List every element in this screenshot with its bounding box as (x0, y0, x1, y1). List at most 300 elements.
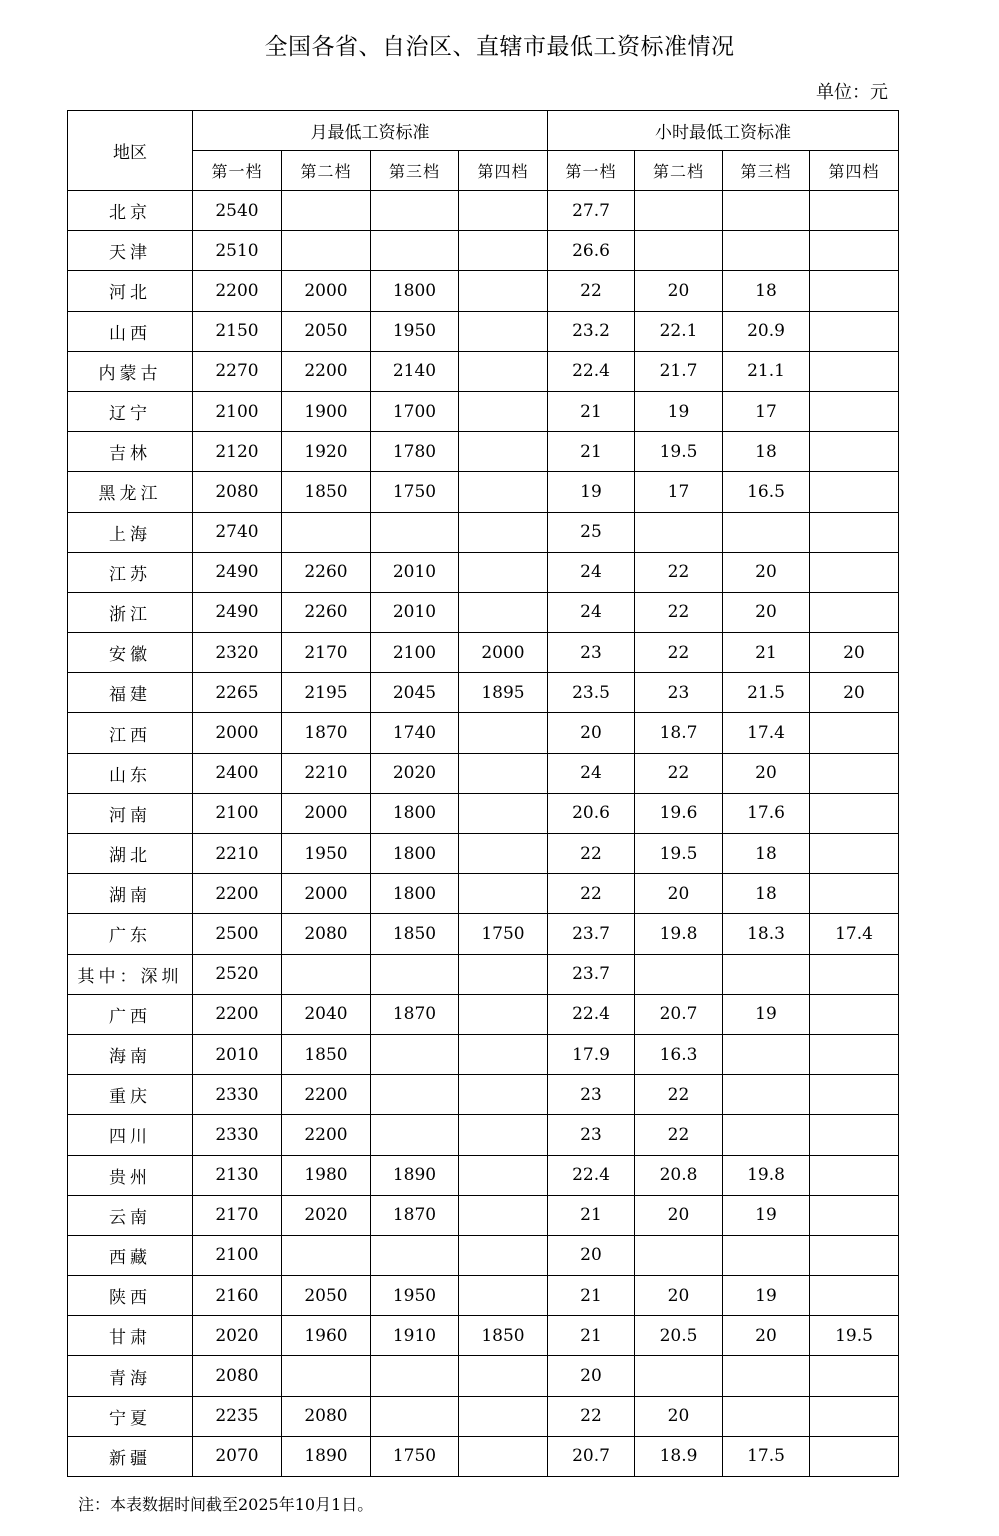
monthly-tier-3-cell (371, 1356, 459, 1396)
monthly-tier-4-cell (459, 1356, 548, 1396)
monthly-tier-4-cell (459, 231, 548, 271)
hourly-tier-2-cell: 20 (635, 874, 723, 914)
region-cell: 湖南 (68, 874, 193, 914)
monthly-tier-4-cell (459, 1235, 548, 1275)
table-row (68, 1436, 899, 1476)
region-cell: 海南 (68, 1034, 193, 1074)
table-row (68, 1075, 899, 1115)
hourly-tier-2-cell: 20 (635, 1396, 723, 1436)
hourly-tier-3-cell: 18 (723, 874, 810, 914)
monthly-tier-3-cell: 2010 (371, 552, 459, 592)
monthly-tier-3-cell: 1800 (371, 834, 459, 874)
monthly-tier-4-cell (459, 1195, 548, 1235)
monthly-tier-2-cell (282, 512, 371, 552)
hourly-tier-4-cell (810, 552, 899, 592)
monthly-tier-3-cell (371, 512, 459, 552)
monthly-tier-1-cell: 2520 (193, 954, 282, 994)
hourly-tier-1-cell: 23.5 (548, 673, 635, 713)
hourly-tier-4-cell (810, 1115, 899, 1155)
monthly-tier-1-cell: 2020 (193, 1316, 282, 1356)
hourly-tier-3-cell (723, 1396, 810, 1436)
header-monthly-tier-2: 第二档 (282, 151, 371, 191)
hourly-tier-4-cell (810, 1356, 899, 1396)
hourly-tier-4-cell (810, 753, 899, 793)
monthly-tier-4-cell: 1850 (459, 1316, 548, 1356)
table-row (68, 1316, 899, 1356)
hourly-tier-1-cell: 22 (548, 271, 635, 311)
footnote: 注：本表数据时间截至2025年10月1日。 (78, 1495, 374, 1514)
hourly-tier-1-cell: 22.4 (548, 351, 635, 391)
region-cell: 西藏 (68, 1235, 193, 1275)
hourly-tier-2-cell (635, 954, 723, 994)
monthly-tier-1-cell: 2330 (193, 1115, 282, 1155)
hourly-tier-3-cell: 19 (723, 994, 810, 1034)
table-row (68, 914, 899, 954)
monthly-tier-2-cell (282, 191, 371, 231)
monthly-tier-3-cell (371, 1115, 459, 1155)
header-hourly-tier-2: 第二档 (635, 151, 723, 191)
monthly-tier-1-cell: 2320 (193, 633, 282, 673)
region-cell: 江西 (68, 713, 193, 753)
hourly-tier-1-cell: 23 (548, 1115, 635, 1155)
monthly-tier-3-cell: 2010 (371, 592, 459, 632)
monthly-tier-2-cell: 1950 (282, 834, 371, 874)
table-row (68, 1155, 899, 1195)
monthly-tier-2-cell: 2000 (282, 793, 371, 833)
region-cell: 黑龙江 (68, 472, 193, 512)
hourly-tier-1-cell: 23.2 (548, 311, 635, 351)
monthly-tier-2-cell: 1890 (282, 1436, 371, 1476)
monthly-tier-3-cell: 2100 (371, 633, 459, 673)
monthly-tier-4-cell (459, 592, 548, 632)
hourly-tier-3-cell: 17.6 (723, 793, 810, 833)
hourly-tier-1-cell: 22 (548, 834, 635, 874)
hourly-tier-4-cell (810, 271, 899, 311)
region-cell: 广东 (68, 914, 193, 954)
hourly-tier-3-cell (723, 1356, 810, 1396)
region-cell: 广西 (68, 994, 193, 1034)
region-cell: 内蒙古 (68, 351, 193, 391)
hourly-tier-2-cell: 20.7 (635, 994, 723, 1034)
hourly-tier-1-cell: 17.9 (548, 1034, 635, 1074)
hourly-tier-2-cell: 20.5 (635, 1316, 723, 1356)
monthly-tier-3-cell (371, 231, 459, 271)
header-hourly-tier-4: 第四档 (810, 151, 899, 191)
hourly-tier-2-cell: 19.5 (635, 834, 723, 874)
monthly-tier-2-cell: 2200 (282, 1075, 371, 1115)
hourly-tier-1-cell: 26.6 (548, 231, 635, 271)
monthly-tier-1-cell: 2500 (193, 914, 282, 954)
hourly-tier-3-cell: 20 (723, 1316, 810, 1356)
monthly-tier-3-cell: 1910 (371, 1316, 459, 1356)
monthly-tier-2-cell: 1920 (282, 432, 371, 472)
header-hourly-tier-3: 第三档 (723, 151, 810, 191)
region-cell: 湖北 (68, 834, 193, 874)
monthly-tier-3-cell: 1700 (371, 391, 459, 431)
hourly-tier-1-cell: 21 (548, 1195, 635, 1235)
table-row (68, 633, 899, 673)
table-row (68, 713, 899, 753)
table-row (68, 351, 899, 391)
monthly-tier-1-cell: 2120 (193, 432, 282, 472)
hourly-tier-1-cell: 23 (548, 1075, 635, 1115)
table-row (68, 1195, 899, 1235)
monthly-tier-2-cell: 2000 (282, 874, 371, 914)
monthly-tier-2-cell: 2260 (282, 592, 371, 632)
hourly-tier-3-cell: 18 (723, 271, 810, 311)
table-row (68, 432, 899, 472)
monthly-tier-1-cell: 2100 (193, 1235, 282, 1275)
header-region: 地区 (68, 111, 193, 191)
region-cell: 浙江 (68, 592, 193, 632)
monthly-tier-2-cell: 2200 (282, 1115, 371, 1155)
monthly-tier-4-cell (459, 1276, 548, 1316)
monthly-tier-4-cell (459, 834, 548, 874)
hourly-tier-1-cell: 21 (548, 432, 635, 472)
table-row (68, 271, 899, 311)
region-cell: 江苏 (68, 552, 193, 592)
hourly-tier-4-cell (810, 191, 899, 231)
table-row (68, 753, 899, 793)
hourly-tier-2-cell: 19.6 (635, 793, 723, 833)
region-cell: 甘肃 (68, 1316, 193, 1356)
monthly-tier-3-cell: 1750 (371, 1436, 459, 1476)
monthly-tier-3-cell: 1950 (371, 1276, 459, 1316)
region-cell: 河北 (68, 271, 193, 311)
hourly-tier-1-cell: 23 (548, 633, 635, 673)
table-row (68, 834, 899, 874)
hourly-tier-2-cell (635, 512, 723, 552)
hourly-tier-4-cell (810, 1034, 899, 1074)
hourly-tier-4-cell (810, 874, 899, 914)
header-monthly-tier-4: 第四档 (459, 151, 548, 191)
hourly-tier-2-cell: 17 (635, 472, 723, 512)
monthly-tier-1-cell: 2150 (193, 311, 282, 351)
hourly-tier-1-cell: 19 (548, 472, 635, 512)
hourly-tier-1-cell: 22 (548, 874, 635, 914)
monthly-tier-2-cell (282, 231, 371, 271)
page-title: 全国各省、自治区、直辖市最低工资标准情况 (264, 34, 735, 60)
table-row (68, 1235, 899, 1275)
hourly-tier-4-cell (810, 1195, 899, 1235)
monthly-tier-1-cell: 2490 (193, 552, 282, 592)
hourly-tier-2-cell (635, 191, 723, 231)
hourly-tier-3-cell: 19 (723, 1276, 810, 1316)
region-cell: 新疆 (68, 1436, 193, 1476)
hourly-tier-4-cell: 17.4 (810, 914, 899, 954)
monthly-tier-2-cell: 2000 (282, 271, 371, 311)
hourly-tier-3-cell: 20 (723, 592, 810, 632)
monthly-tier-4-cell (459, 874, 548, 914)
hourly-tier-3-cell: 16.5 (723, 472, 810, 512)
monthly-tier-1-cell: 2070 (193, 1436, 282, 1476)
region-cell: 宁夏 (68, 1396, 193, 1436)
monthly-tier-2-cell (282, 1235, 371, 1275)
monthly-tier-2-cell: 2040 (282, 994, 371, 1034)
hourly-tier-1-cell: 24 (548, 592, 635, 632)
hourly-tier-1-cell: 20.7 (548, 1436, 635, 1476)
monthly-tier-4-cell (459, 1034, 548, 1074)
monthly-tier-1-cell: 2490 (193, 592, 282, 632)
hourly-tier-3-cell: 20.9 (723, 311, 810, 351)
monthly-tier-3-cell: 2020 (371, 753, 459, 793)
region-cell: 青海 (68, 1356, 193, 1396)
monthly-tier-4-cell (459, 552, 548, 592)
table-row (68, 1276, 899, 1316)
monthly-tier-1-cell: 2170 (193, 1195, 282, 1235)
monthly-tier-2-cell: 2210 (282, 753, 371, 793)
hourly-tier-4-cell (810, 1155, 899, 1195)
monthly-tier-4-cell (459, 713, 548, 753)
monthly-tier-1-cell: 2100 (193, 793, 282, 833)
table-row (68, 954, 899, 994)
monthly-tier-4-cell (459, 432, 548, 472)
hourly-tier-3-cell (723, 1075, 810, 1115)
monthly-tier-2-cell: 2260 (282, 552, 371, 592)
monthly-tier-2-cell: 1960 (282, 1316, 371, 1356)
table-row (68, 512, 899, 552)
monthly-tier-2-cell: 1980 (282, 1155, 371, 1195)
hourly-tier-1-cell: 20 (548, 1356, 635, 1396)
unit-label: 单位：元 (816, 82, 888, 103)
hourly-tier-4-cell (810, 1436, 899, 1476)
hourly-tier-4-cell (810, 713, 899, 753)
hourly-tier-2-cell: 20 (635, 1195, 723, 1235)
hourly-tier-3-cell: 19.8 (723, 1155, 810, 1195)
table-row (68, 231, 899, 271)
hourly-tier-1-cell: 21 (548, 391, 635, 431)
monthly-tier-2-cell: 2050 (282, 1276, 371, 1316)
monthly-tier-1-cell: 2200 (193, 874, 282, 914)
hourly-tier-1-cell: 21 (548, 1276, 635, 1316)
hourly-tier-4-cell (810, 834, 899, 874)
monthly-tier-4-cell (459, 954, 548, 994)
table-row (68, 191, 899, 231)
table-row (68, 793, 899, 833)
table-body (68, 191, 899, 1477)
hourly-tier-4-cell: 19.5 (810, 1316, 899, 1356)
monthly-tier-4-cell (459, 512, 548, 552)
monthly-tier-1-cell: 2400 (193, 753, 282, 793)
header-monthly-tier-1: 第一档 (193, 151, 282, 191)
table-row (68, 592, 899, 632)
header-row-groups (68, 111, 899, 151)
region-cell: 上海 (68, 512, 193, 552)
monthly-tier-3-cell (371, 1075, 459, 1115)
region-cell: 其中：深圳 (68, 954, 193, 994)
region-cell: 河南 (68, 793, 193, 833)
hourly-tier-2-cell: 16.3 (635, 1034, 723, 1074)
hourly-tier-3-cell: 18.3 (723, 914, 810, 954)
hourly-tier-3-cell: 17 (723, 391, 810, 431)
monthly-tier-1-cell: 2740 (193, 512, 282, 552)
monthly-tier-2-cell: 2170 (282, 633, 371, 673)
monthly-tier-1-cell: 2080 (193, 1356, 282, 1396)
monthly-tier-1-cell: 2235 (193, 1396, 282, 1436)
table-row (68, 552, 899, 592)
monthly-tier-4-cell (459, 1155, 548, 1195)
hourly-tier-4-cell (810, 231, 899, 271)
monthly-tier-4-cell (459, 1436, 548, 1476)
hourly-tier-2-cell: 22 (635, 1115, 723, 1155)
monthly-tier-1-cell: 2010 (193, 1034, 282, 1074)
hourly-tier-4-cell (810, 1276, 899, 1316)
monthly-tier-2-cell: 1850 (282, 1034, 371, 1074)
hourly-tier-3-cell: 18 (723, 432, 810, 472)
table-row (68, 874, 899, 914)
header-hourly: 小时最低工资标准 (548, 111, 899, 151)
monthly-tier-4-cell (459, 793, 548, 833)
monthly-tier-1-cell: 2265 (193, 673, 282, 713)
hourly-tier-2-cell (635, 1235, 723, 1275)
hourly-tier-4-cell (810, 512, 899, 552)
monthly-tier-3-cell (371, 191, 459, 231)
monthly-tier-1-cell: 2160 (193, 1276, 282, 1316)
hourly-tier-3-cell: 20 (723, 552, 810, 592)
hourly-tier-1-cell: 27.7 (548, 191, 635, 231)
monthly-tier-2-cell: 2020 (282, 1195, 371, 1235)
hourly-tier-4-cell (810, 793, 899, 833)
region-cell: 福建 (68, 673, 193, 713)
monthly-tier-3-cell: 1800 (371, 874, 459, 914)
monthly-tier-2-cell (282, 1356, 371, 1396)
hourly-tier-3-cell (723, 512, 810, 552)
hourly-tier-3-cell (723, 1034, 810, 1074)
hourly-tier-3-cell (723, 1235, 810, 1275)
hourly-tier-3-cell: 17.5 (723, 1436, 810, 1476)
table-row (68, 1356, 899, 1396)
monthly-tier-3-cell: 1870 (371, 1195, 459, 1235)
region-cell: 山西 (68, 311, 193, 351)
table-row (68, 1034, 899, 1074)
monthly-tier-3-cell (371, 1396, 459, 1436)
monthly-tier-1-cell: 2330 (193, 1075, 282, 1115)
hourly-tier-1-cell: 24 (548, 552, 635, 592)
monthly-tier-1-cell: 2270 (193, 351, 282, 391)
monthly-tier-2-cell: 1850 (282, 472, 371, 512)
monthly-tier-3-cell: 1780 (371, 432, 459, 472)
hourly-tier-2-cell: 22 (635, 552, 723, 592)
hourly-tier-4-cell (810, 391, 899, 431)
header-row-tiers (68, 151, 899, 191)
hourly-tier-2-cell: 19.8 (635, 914, 723, 954)
monthly-tier-3-cell (371, 1235, 459, 1275)
monthly-tier-4-cell (459, 391, 548, 431)
hourly-tier-4-cell (810, 994, 899, 1034)
monthly-tier-3-cell: 1870 (371, 994, 459, 1034)
hourly-tier-2-cell (635, 231, 723, 271)
hourly-tier-2-cell: 18.9 (635, 1436, 723, 1476)
region-cell: 云南 (68, 1195, 193, 1235)
monthly-tier-2-cell: 2080 (282, 1396, 371, 1436)
monthly-tier-1-cell: 2080 (193, 472, 282, 512)
header-monthly: 月最低工资标准 (193, 111, 548, 151)
monthly-tier-2-cell: 1900 (282, 391, 371, 431)
header-monthly-tier-3: 第三档 (371, 151, 459, 191)
monthly-tier-2-cell: 2050 (282, 311, 371, 351)
monthly-tier-1-cell: 2000 (193, 713, 282, 753)
monthly-tier-4-cell: 1895 (459, 673, 548, 713)
monthly-tier-4-cell (459, 271, 548, 311)
region-cell: 四川 (68, 1115, 193, 1155)
monthly-tier-3-cell: 1850 (371, 914, 459, 954)
header-hourly-tier-1: 第一档 (548, 151, 635, 191)
hourly-tier-2-cell (635, 1356, 723, 1396)
hourly-tier-4-cell (810, 472, 899, 512)
hourly-tier-2-cell: 20.8 (635, 1155, 723, 1195)
monthly-tier-3-cell: 1750 (371, 472, 459, 512)
hourly-tier-3-cell (723, 231, 810, 271)
monthly-tier-4-cell: 1750 (459, 914, 548, 954)
hourly-tier-1-cell: 23.7 (548, 914, 635, 954)
monthly-tier-3-cell: 1800 (371, 793, 459, 833)
monthly-tier-4-cell (459, 1396, 548, 1436)
region-cell: 北京 (68, 191, 193, 231)
monthly-tier-1-cell: 2130 (193, 1155, 282, 1195)
hourly-tier-1-cell: 20 (548, 713, 635, 753)
monthly-tier-4-cell (459, 753, 548, 793)
table-row (68, 391, 899, 431)
monthly-tier-4-cell (459, 311, 548, 351)
monthly-tier-4-cell: 2000 (459, 633, 548, 673)
hourly-tier-4-cell (810, 1396, 899, 1436)
hourly-tier-1-cell: 20 (548, 1235, 635, 1275)
hourly-tier-2-cell: 18.7 (635, 713, 723, 753)
hourly-tier-4-cell (810, 432, 899, 472)
region-cell: 山东 (68, 753, 193, 793)
monthly-tier-4-cell (459, 472, 548, 512)
hourly-tier-1-cell: 22 (548, 1396, 635, 1436)
hourly-tier-3-cell (723, 191, 810, 231)
hourly-tier-1-cell: 24 (548, 753, 635, 793)
hourly-tier-2-cell: 22 (635, 1075, 723, 1115)
monthly-tier-4-cell (459, 1075, 548, 1115)
monthly-tier-1-cell: 2100 (193, 391, 282, 431)
hourly-tier-4-cell (810, 954, 899, 994)
hourly-tier-2-cell: 22 (635, 753, 723, 793)
hourly-tier-1-cell: 20.6 (548, 793, 635, 833)
table-row (68, 994, 899, 1034)
hourly-tier-4-cell (810, 351, 899, 391)
region-cell: 天津 (68, 231, 193, 271)
hourly-tier-1-cell: 22.4 (548, 1155, 635, 1195)
hourly-tier-3-cell: 21 (723, 633, 810, 673)
hourly-tier-2-cell: 22 (635, 633, 723, 673)
monthly-tier-2-cell: 1870 (282, 713, 371, 753)
table-row (68, 311, 899, 351)
hourly-tier-4-cell: 20 (810, 633, 899, 673)
hourly-tier-4-cell (810, 1075, 899, 1115)
table-row (68, 1396, 899, 1436)
hourly-tier-3-cell: 20 (723, 753, 810, 793)
table-row (68, 1115, 899, 1155)
hourly-tier-1-cell: 21 (548, 1316, 635, 1356)
hourly-tier-1-cell: 25 (548, 512, 635, 552)
hourly-tier-2-cell: 21.7 (635, 351, 723, 391)
monthly-tier-4-cell (459, 994, 548, 1034)
hourly-tier-1-cell: 23.7 (548, 954, 635, 994)
minimum-wage-table (67, 110, 899, 1477)
hourly-tier-2-cell: 23 (635, 673, 723, 713)
hourly-tier-2-cell: 20 (635, 271, 723, 311)
monthly-tier-3-cell: 1800 (371, 271, 459, 311)
hourly-tier-2-cell: 19 (635, 391, 723, 431)
monthly-tier-1-cell: 2200 (193, 994, 282, 1034)
hourly-tier-3-cell: 19 (723, 1195, 810, 1235)
hourly-tier-3-cell: 21.1 (723, 351, 810, 391)
hourly-tier-2-cell: 22 (635, 592, 723, 632)
monthly-tier-1-cell: 2540 (193, 191, 282, 231)
